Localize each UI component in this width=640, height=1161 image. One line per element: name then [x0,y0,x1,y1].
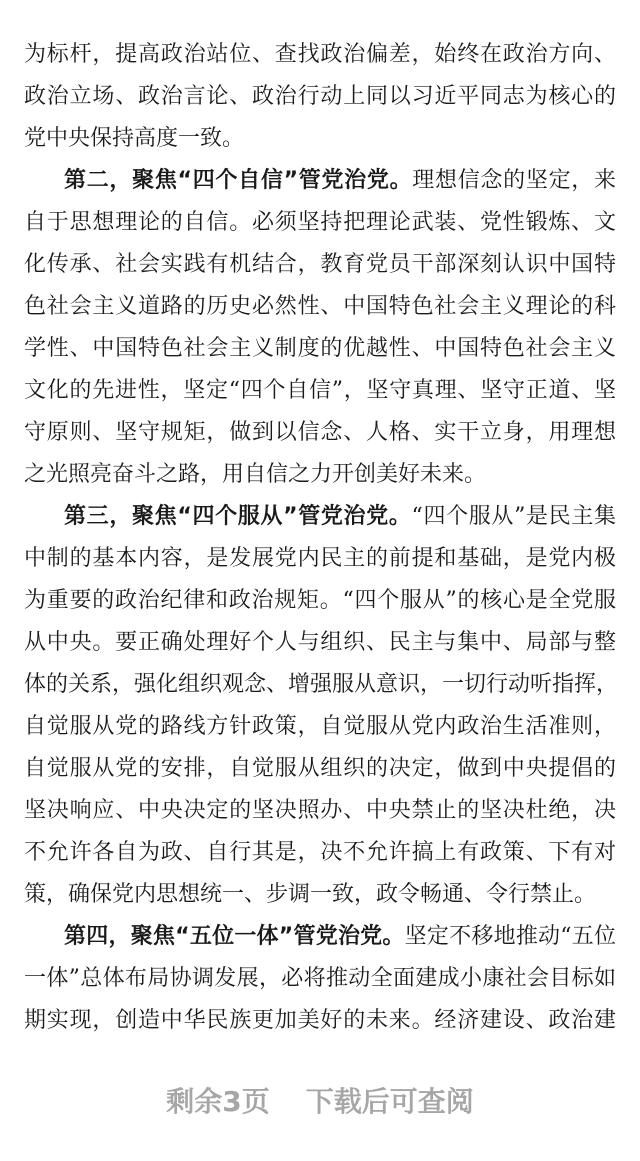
section-heading: 第四，聚焦“五位一体”管党治党。 [64,924,405,949]
paragraph-heading-line [64,164,616,198]
text-line: 政治立场、政治言论、政治行动上同以习近平同志为核心的 [24,84,616,109]
text-line: 化传承、社会实践有机结合，教育党员干部深刻认识中国特 [24,252,616,277]
download-to-view-label[interactable]: 下载后可查阅 [305,1085,474,1118]
text-line: 中制的基本内容，是发展党内民主的前提和基础，是党内极 [24,546,616,571]
text-line: 策，确保党内思想统一、步调一致，政令畅通、令行禁止。 [24,882,597,907]
text-line: 为重要的政治纪律和政治规矩。“四个服从”的核心是全党服 [24,588,616,613]
text-line: 坚决响应、中央决定的坚决照办、中央禁止的坚决杜绝，决 [24,798,616,823]
text-line: 不允许各自为政、自行其是，决不允许搞上有政策、下有对 [24,840,616,865]
text-line: 守原则、坚守规矩，做到以信念、人格、实干立身，用理想 [24,420,616,445]
section-heading: 第三，聚焦“四个服从”管党治党。 [64,504,412,529]
text-line: 期实现，创造中华民族更加美好的未来。经济建设、政治建 [24,1008,616,1033]
text-span: “四个服从”是民主集 [411,504,616,529]
text-line: 党中央保持高度一致。 [24,126,245,151]
paragraph-heading-line [64,500,616,534]
text-line: 体的关系，强化组织观念、增强服从意识，一切行动听指挥， [24,672,619,697]
text-line: 自于思想理论的自信。必须坚持把理论武装、党性锻炼、文 [24,210,616,235]
text-line: 之光照亮奋斗之路，用自信之力开创美好未来。 [24,462,487,487]
text-line: 色社会主义道路的历史必然性、中国特色社会主义理论的科 [24,294,616,319]
download-prompt[interactable] [0,1080,640,1120]
text-line: 学性、中国特色社会主义制度的优越性、中国特色社会主义 [24,336,616,361]
text-line: 一体”总体布局协调发展，必将推动全面建成小康社会目标如 [24,966,616,991]
text-line: 从中央。要正确处理好个人与组织、民主与集中、局部与整 [24,630,616,655]
text-line: 自觉服从党的路线方针政策，自觉服从党内政治生活准则， [24,714,616,739]
remaining-pages-label[interactable]: 剩余3页 [166,1085,270,1118]
text-line: 文化的先进性，坚定“四个自信”，坚守真理、坚守正道、坚 [24,378,616,403]
text-line: 自觉服从党的安排，自觉服从组织的决定，做到中央提倡的 [24,756,616,781]
section-heading: 第二，聚焦“四个自信”管党治党。 [64,168,413,193]
text-line: 为标杆，提高政治站位、查找政治偏差，始终在政治方向、 [24,42,616,67]
text-span: 坚定不移地推动“五位 [404,924,617,949]
paragraph-heading-line [64,920,616,954]
text-span: 理想信念的坚定，来 [412,168,616,193]
